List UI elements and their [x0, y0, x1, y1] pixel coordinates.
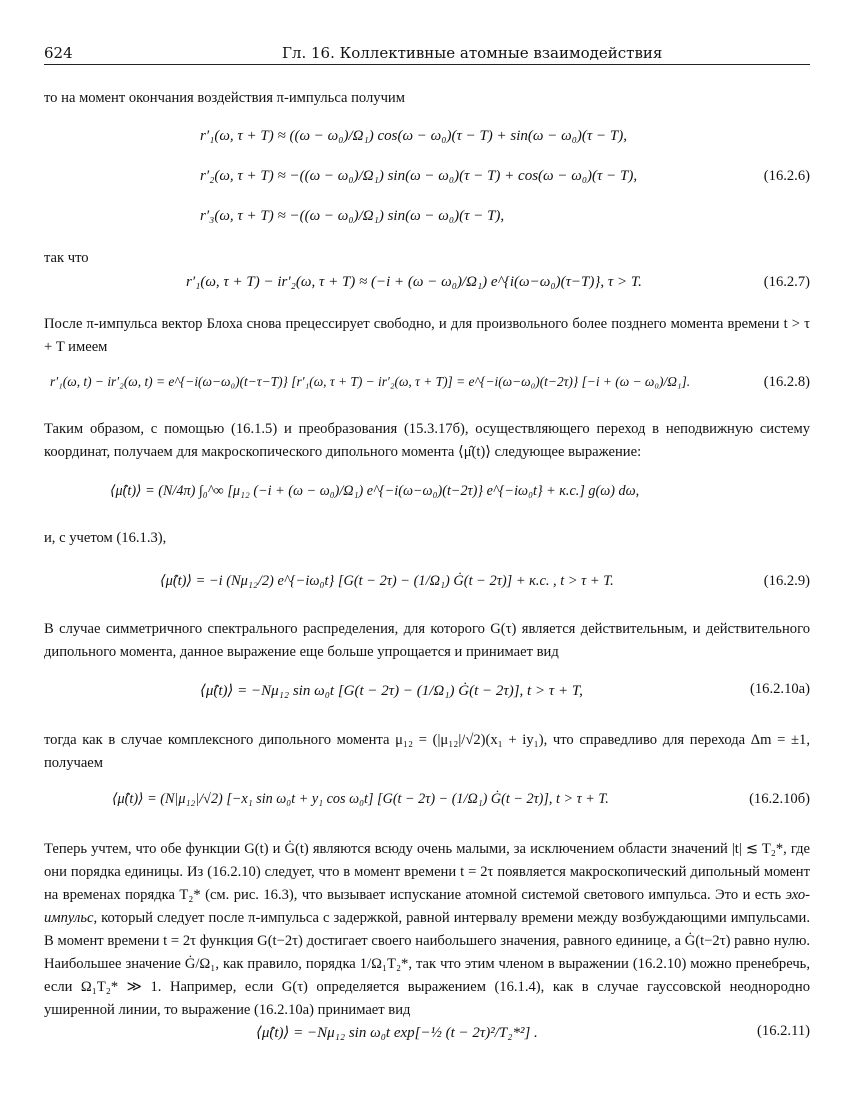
equation-r1: r′₁(ω, τ + T) ≈ ((ω − ω₀)/Ω₁) cos(ω − ω₀)(τ − T) + sin(ω − ω₀)(τ − T),: [200, 128, 627, 144]
equation-16-2-11: ⟨μ̂(t)⟩ = −Nμ₁₂ sin ω₀t exp[−½ (t − 2τ)²/T₂*²] .: [256, 1025, 538, 1041]
paragraph-8-part-2: , который следует после π-импульса с задержкой, равной интервалу времени между возбуждающими импульсами. В момент времени t = 2τ функция G(t−2τ) достигает своего наибольшего значения, равного единице, а Ġ(t−2τ) равно нулю. Наибольшее значение Ġ/Ω₁, как правило, порядка 1/Ω₁T₂*, так что этим членом в выражении (16.2.10) можно пренебречь, если Ω₁T₂* ≫ 1. Например, если G(τ) определяется выражением (16.1.4), как в случае гауссовской неоднородно уширенной линии, то выражение (16.2.10а) принимает вид: [44, 910, 810, 1018]
paragraph-2: так что: [44, 250, 89, 266]
eq-number-16-2-10b: (16.2.10б): [749, 791, 810, 807]
echo-pulse-term: эхо-импульс: [44, 887, 810, 926]
paragraph-1: то на момент окончания воздействия π-импульса получим: [44, 90, 405, 106]
eq-number-16-2-10a: (16.2.10а): [750, 681, 810, 697]
page-number: 624: [44, 44, 73, 62]
paragraph-8-part-1: Теперь учтем, что обе функции G(t) и Ġ(t) являются всюду очень малыми, за исключением области значений |t| ≲ T₂*, где они порядка единицы. Из (16.2.10) следует, что в момент времени t = 2τ появляется макроскопический дипольный момент на временах порядка T₂* (см. рис. 16.3), что вызывает испускание атомной системой светового импульса. Это и есть: [44, 841, 810, 903]
header-rule: [44, 64, 810, 65]
equation-r2: r′₂(ω, τ + T) ≈ −((ω − ω₀)/Ω₁) sin(ω − ω₀)(τ − T) + cos(ω − ω₀)(τ − T),: [200, 168, 638, 184]
paragraph-5: и, с учетом (16.1.3),: [44, 530, 167, 546]
paragraph-8: [44, 838, 810, 1022]
eq-number-16-2-6: (16.2.6): [763, 168, 810, 184]
eq-number-16-2-9: (16.2.9): [763, 573, 810, 589]
running-title: Гл. 16. Коллективные атомные взаимодействия: [282, 44, 663, 62]
equation-16-2-10b: ⟨μ̂(t)⟩ = (N|μ₁₂|/√2) [−x₁ sin ω₀t + y₁ cos ω₀t] [G(t − 2τ) − (1/Ω₁) Ġ(t − 2τ)], t > τ + T.: [112, 791, 609, 807]
paragraph-4: Таким образом, с помощью (16.1.5) и преобразования (15.3.17б), осуществляющего переход в неподвижную систему координат, получаем для макроскопического дипольного момента ⟨μ̂(t)⟩ следующее выражение:: [44, 421, 810, 460]
eq-number-16-2-7: (16.2.7): [763, 274, 810, 290]
paragraph-7: тогда как в случае комплексного дипольного момента μ₁₂ = (|μ₁₂|/√2)(x₁ + iy₁), что справедливо для перехода Δm = ±1, получаем: [44, 732, 810, 771]
equation-16-2-8: r′₁(ω, t) − ir′₂(ω, t) = e^{−i(ω−ω₀)(t−τ−T)} [r′₁(ω, τ + T) − ir′₂(ω, τ + T)] = e^{−i(ω−ω₀)(t−2τ)} [−i + (ω − ω₀)/Ω₁].: [50, 374, 691, 389]
paragraph-3: После π-импульса вектор Блоха снова прецессирует свободно, и для произвольного более позднего момента времени t > τ + T имеем: [44, 316, 810, 355]
eq-number-16-2-8: (16.2.8): [763, 374, 810, 390]
equation-16-2-9: ⟨μ̂(t)⟩ = −i (Nμ₁₂/2) e^{−iω₀t} [G(t − 2τ) − (1/Ω₁) Ġ(t − 2τ)] + к.с. , t > τ + T.: [160, 573, 614, 589]
eq-number-16-2-11: (16.2.11): [757, 1023, 810, 1039]
equation-16-2-10a: ⟨μ̂(t)⟩ = −Nμ₁₂ sin ω₀t [G(t − 2τ) − (1/Ω₁) Ġ(t − 2τ)], t > τ + T,: [200, 683, 583, 699]
equation-dipole-integral: ⟨μ̂(t)⟩ = (N/4π) ∫₀^∞ [μ₁₂ (−i + (ω − ω₀)/Ω₁) e^{−i(ω−ω₀)(t−2τ)} e^{−iω₀t} + к.с.] g(ω) dω,: [110, 483, 640, 499]
equation-16-2-7: r′₁(ω, τ + T) − ir′₂(ω, τ + T) ≈ (−i + (ω − ω₀)/Ω₁) e^{i(ω−ω₀)(τ−T)}, τ > T.: [186, 274, 642, 290]
equation-r3: r′₃(ω, τ + T) ≈ −((ω − ω₀)/Ω₁) sin(ω − ω₀)(τ − T),: [200, 208, 505, 224]
paragraph-6: В случае симметричного спектрального распределения, для которого G(τ) является действительным, и действительного дипольного момента, данное выражение еще больше упрощается и принимает вид: [44, 621, 810, 660]
